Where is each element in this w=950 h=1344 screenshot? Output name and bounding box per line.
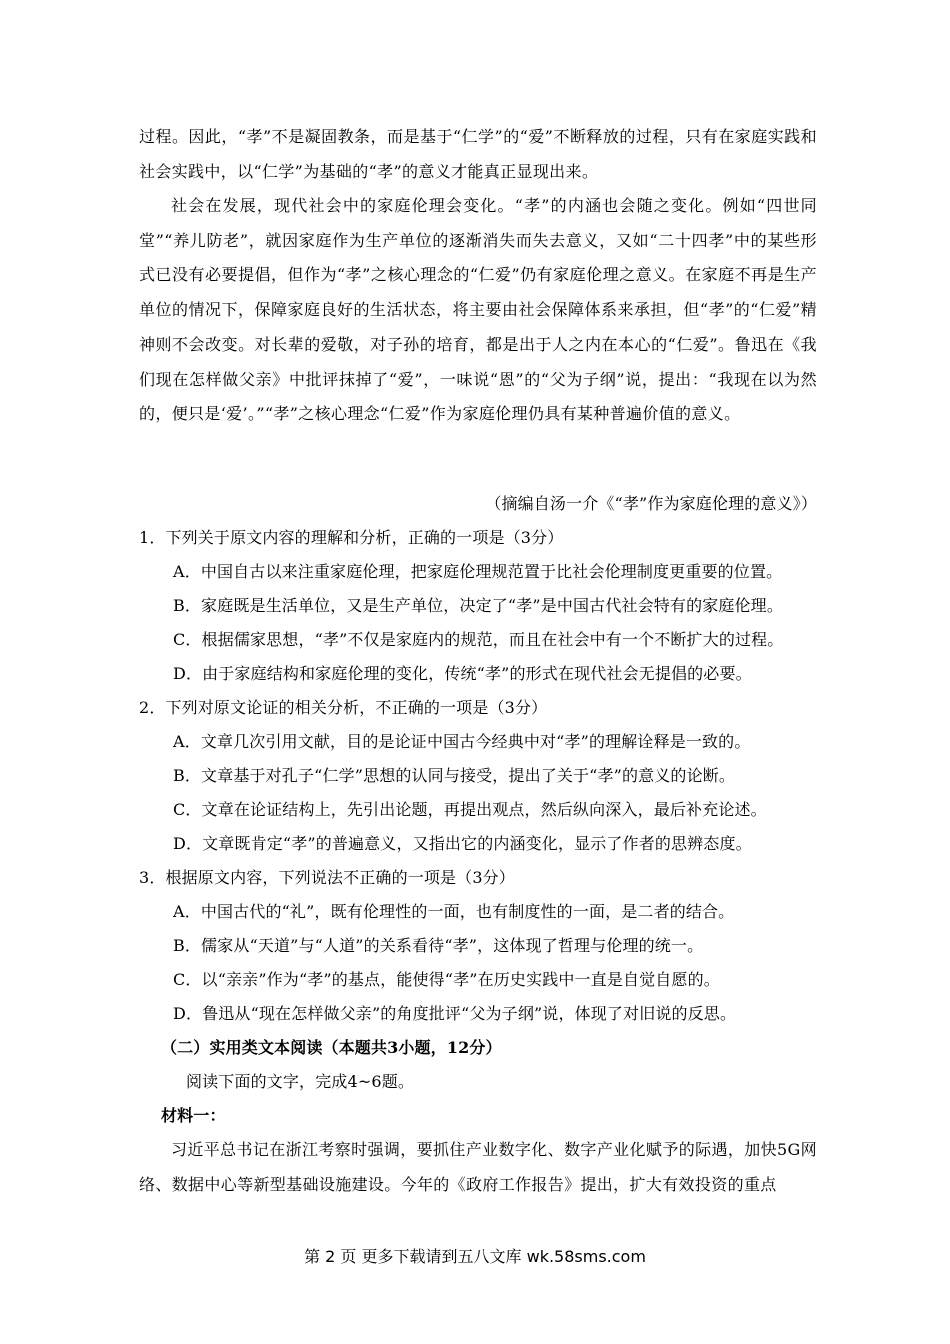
question-1-option-c: C．根据儒家思想，“孝”不仅是家庭内的规范，而且在社会中有一个不断扩大的过程。 (173, 630, 784, 649)
question-1-option-d: D．由于家庭结构和家庭伦理的变化，传统“孝”的形式在现代社会无提倡的必要。 (173, 664, 752, 683)
question-2-option-d: D．文章既肯定“孝”的普遍意义，又指出它的内涵变化，显示了作者的思辨态度。 (173, 834, 752, 853)
question-3-option-c: C．以“亲亲”作为“孝”的基点，能使得“孝”在历史实践中一直是自觉自愿的。 (173, 970, 720, 989)
question-3-option-d: D．鲁迅从“现在怎样做父亲”的角度批评“父为子纲”说，体现了对旧说的反思。 (173, 1004, 737, 1023)
passage-paragraph-2: 社会在发展，现代社会中的家庭伦理会变化。“孝”的内涵也会随之变化。例如“四世同堂”“养儿防老”，就因家庭作为生产单位的逐渐消失而失去意义，又如“二十四孝”中的某些形式已没有必要提倡，但作为“孝”之核心理念的“仁爱”仍有家庭伦理之意义。在家庭不再是生产单位的情况下，保障家庭良好的生活状态，将主要由社会保障体系来承担，但“孝”的“仁爱”精神则不会改变。对长辈的爱敬，对子孙的培育，都是出于人之内在本心的“仁爱”。鲁迅在《我们现在怎样做父亲》中批评抹掉了“爱”，一味说“恩”的“父为子纲”说，提出：“我现在以为然的，便只是‘爱’。”“孝”之核心理念“仁爱”作为家庭伦理仍具有某种普遍价值的意义。 (139, 196, 817, 424)
question-2-stem: 2．下列对原文论证的相关分析，不正确的一项是（3分） (139, 698, 548, 717)
question-3-option-b: B．儒家从“天道”与“人道”的关系看待“孝”，这体现了哲理与伦理的统一。 (173, 936, 704, 955)
section-intro: 阅读下面的文字，完成4~6题。 (186, 1072, 415, 1091)
question-2-option-a: A．文章几次引用文献，目的是论证中国古今经典中对“孝”的理解诠释是一致的。 (173, 732, 751, 751)
question-1-stem: 1．下列关于原文内容的理解和分析，正确的一项是（3分） (139, 528, 564, 547)
question-2-option-c: C．文章在论证结构上，先引出论题，再提出观点，然后纵向深入，最后补充论述。 (173, 800, 767, 819)
question-3-stem: 3．根据原文内容，下列说法不正确的一项是（3分） (139, 868, 515, 887)
question-1-option-a: A．中国自古以来注重家庭伦理，把家庭伦理规范置于比社会伦理制度更重要的位置。 (173, 562, 783, 581)
passage-source: （摘编自汤一介《“孝”作为家庭伦理的意义》） (485, 494, 817, 513)
material-label: 材料一： (161, 1106, 226, 1125)
passage-paragraph-1: 过程。因此，“孝”不是凝固教条，而是基于“仁学”的“爱”不断释放的过程，只有在家庭实践和社会实践中，以“仁学”为基础的“孝”的意义才能真正显现出来。 (139, 127, 817, 181)
page-footer: 第 2 页 更多下载请到五八文库 wk.58sms.com (304, 1247, 646, 1266)
question-3-option-a: A．中国古代的“礼”，既有伦理性的一面，也有制度性的一面，是二者的结合。 (173, 902, 735, 921)
section-heading: （二）实用类文本阅读（本题共3小题，12分） (161, 1038, 502, 1057)
material-text: 习近平总书记在浙江考察时强调，要抓住产业数字化、数字产业化赋予的际遇，加快5G网络、数据中心等新型基础设施建设。今年的《政府工作报告》提出，扩大有效投资的重点 (139, 1140, 817, 1194)
question-2-option-b: B．文章基于对孔子“仁学”思想的认同与接受，提出了关于“孝”的意义的论断。 (173, 766, 736, 785)
question-1-option-b: B．家庭既是生活单位，又是生产单位，决定了“孝”是中国古代社会特有的家庭伦理。 (173, 596, 783, 615)
